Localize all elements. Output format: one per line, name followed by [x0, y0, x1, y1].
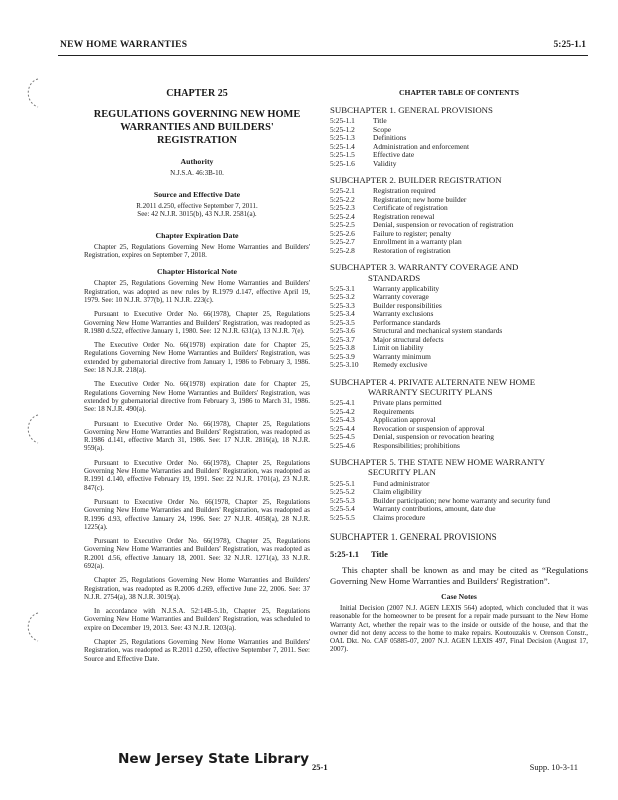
- toc-entry-title: Builder responsibilities: [373, 300, 442, 310]
- toc-subchapter: [330, 457, 588, 522]
- toc-entry-number: 5:25-5.1: [330, 478, 355, 488]
- history-note: The Executive Order No. 66(1978) expiration date for Chapter 25, Regulations Governing New Home Warranties and Builders' Registration, was extended by gubernatorial directive from January 1, 1986 to February 3, 1986. See: 18 N.J.R. 218(a).: [84, 341, 310, 375]
- toc-entry-number: 5:25-4.3: [330, 415, 355, 425]
- toc-entry[interactable]: [330, 408, 588, 417]
- toc-entry-number: 5:25-2.2: [330, 194, 355, 204]
- toc-entry-title: Major structural defects: [373, 334, 444, 344]
- toc-subchapter-heading-line: SECURITY PLAN: [368, 467, 436, 478]
- section-number: 5:25-1.1: [330, 549, 360, 560]
- toc-subchapter-heading: [330, 377, 588, 397]
- toc-entry-title: Warranty coverage: [373, 292, 429, 302]
- toc-entry-number: 5:25-1.2: [330, 124, 355, 134]
- toc-entry-number: 5:25-1.1: [330, 116, 355, 126]
- expiration-heading: Chapter Expiration Date: [155, 230, 239, 240]
- toc-entry[interactable]: [330, 293, 588, 302]
- case-notes-text: Initial Decision (2007 N.J. AGEN LEXIS 564) adopted, which concluded that it was reasonable for the homeowner to be present for a repair made pursuant to the New Home Warranty Act, whether the repair was to the inside or outside of the house, and that the owner did not deny access to the home to make repairs. Koutouzakis v. Orenson Constr., OAL Dkt. No. CAF 05885-07, 2007 N.J. AGEN LEXIS 497, Final Decision (August 17, 2007).: [330, 603, 588, 654]
- toc-entry-title: Warranty minimum: [373, 351, 431, 361]
- subchapter-heading: SUBCHAPTER 1. GENERAL PROVISIONS: [330, 532, 497, 543]
- toc-entry-number: 5:25-1.3: [330, 133, 355, 143]
- toc-entry-title: Warranty contributions, amount, date due: [373, 504, 496, 514]
- section-text: This chapter shall be known as and may be cited as “Regulations Governing New Home Warranties and Builders' Registration”.: [330, 565, 588, 586]
- toc-entry-number: 5:25-1.6: [330, 158, 355, 168]
- toc-entry[interactable]: [330, 310, 588, 319]
- case-notes-heading: Case Notes: [441, 591, 477, 601]
- toc-entry-number: 5:25-3.6: [330, 326, 355, 336]
- toc-entry-title: Limit on liability: [373, 343, 424, 353]
- history-note: Pursuant to Executive Order No. 66(1978, Chapter 25, Regulations Governing New Home Warranties and Builders' Registration, was readopted as R.1996 d.93, effective January 24, 1996. See: 27 N.J.R. 4058(a), 28 N.J.R. 1225(a).: [84, 497, 310, 531]
- running-header-section: 5:25-1.1: [553, 40, 586, 50]
- punch-hole-mark-bottom: [20, 610, 48, 644]
- toc-entry-title: Claims procedure: [373, 512, 426, 522]
- chapter-title: REGULATIONS GOVERNING NEW HOME WARRANTIES AND BUILDERS' REGISTRATION: [93, 109, 301, 146]
- toc-entry-number: 5:25-3.9: [330, 351, 355, 361]
- toc-entry-title: Denial, suspension or revocation of registration: [373, 220, 514, 230]
- toc-entry-title: Warranty exclusions: [373, 309, 434, 319]
- history-note: In accordance with N.J.S.A. 52:14B-5.1b, Chapter 25, Regulations Governing New Home Warranties and Builders' Registration, was scheduled to expire on December 19, 2013. See: 43 N.J.R. 1203(a).: [84, 607, 310, 632]
- toc-subchapter: [330, 105, 588, 168]
- history-note: Chapter 25, Regulations Governing New Home Warranties and Builders' Registration, was readopted as R.2006 d.269, effective June 22, 2006. See: 37 N.J.R. 2754(a), 38 N.J.R. 3019(a).: [84, 576, 310, 601]
- toc-entry-number: 5:25-3.8: [330, 343, 355, 353]
- history-note: Chapter 25, Regulations Governing New Home Warranties and Builders' Registration, was adopted as new rules by R.1979 d.147, effective April 19, 1979. See: 10 N.J.R. 377(b), 11 N.J.R. 223(c).: [84, 279, 310, 304]
- toc-entry-number: 5:25-3.5: [330, 317, 355, 327]
- toc-subchapter-heading-line: WARRANTY SECURITY PLANS: [368, 387, 493, 398]
- toc-entry-number: 5:25-4.1: [330, 398, 355, 408]
- punch-hole-mark-top: [20, 76, 48, 110]
- toc-entry[interactable]: [330, 327, 588, 336]
- source-heading: Source and Effective Date: [153, 189, 241, 199]
- page-number: 25-1: [312, 762, 328, 772]
- history-notes: [84, 279, 310, 663]
- toc-entry-title: Administration and enforcement: [373, 141, 470, 151]
- toc-subchapter-heading: [330, 105, 588, 115]
- toc-entry-number: 5:25-3.3: [330, 300, 355, 310]
- toc-entry-title: Definitions: [373, 133, 407, 143]
- section-title: [330, 549, 588, 559]
- toc-entry-number: 5:25-4.6: [330, 440, 355, 450]
- toc-entry[interactable]: [330, 196, 588, 205]
- toc-entry-title: Private plans permitted: [373, 398, 442, 408]
- authority-heading: Authority: [180, 157, 214, 166]
- toc-entry-number: 5:25-3.10: [330, 360, 359, 370]
- running-header-title: NEW HOME WARRANTIES: [60, 40, 188, 50]
- toc-entry[interactable]: [330, 151, 588, 160]
- toc-entry-title: Effective date: [373, 150, 415, 160]
- toc-entry-number: 5:25-4.5: [330, 432, 355, 442]
- toc-entry-title: Enrollment in a warranty plan: [373, 237, 462, 247]
- toc-entry[interactable]: [330, 204, 588, 213]
- toc-entry-title: Application approval: [373, 415, 436, 425]
- source-text-2: See: 42 N.J.R. 3015(b), 43 N.J.R. 2581(a).: [137, 210, 257, 219]
- toc-entry[interactable]: [330, 353, 588, 362]
- toc-entry-number: 5:25-5.2: [330, 487, 355, 497]
- toc-entry-number: 5:25-3.1: [330, 283, 355, 293]
- toc-entry-title: Performance standards: [373, 317, 441, 327]
- toc-entry[interactable]: [330, 126, 588, 135]
- toc-entry[interactable]: [330, 117, 588, 126]
- toc-entry[interactable]: [330, 399, 588, 408]
- toc-entry[interactable]: [330, 514, 588, 523]
- toc-entry[interactable]: [330, 247, 588, 256]
- toc-entry-title: Fund administrator: [373, 478, 430, 488]
- toc-entry-number: 5:25-1.5: [330, 150, 355, 160]
- toc-entry-number: 5:25-3.2: [330, 292, 355, 302]
- toc-entry-title: Registration; new home builder: [373, 194, 467, 204]
- toc-entry-title: Remedy exclusive: [373, 360, 428, 370]
- toc-subchapter-heading: [330, 175, 588, 185]
- toc-entry-number: 5:25-4.2: [330, 406, 355, 416]
- toc-title: CHAPTER TABLE OF CONTENTS: [399, 88, 519, 97]
- toc-entry-title: Claim eligibility: [373, 487, 422, 497]
- toc-subchapter-heading: [330, 262, 588, 282]
- toc-entry-title: Warranty applicability: [373, 283, 440, 293]
- toc-entry[interactable]: [330, 285, 588, 294]
- history-heading: Chapter Historical Note: [157, 267, 237, 277]
- left-column: [84, 88, 310, 669]
- toc-subchapter: [330, 377, 588, 450]
- section-name: Title: [371, 549, 388, 560]
- toc-entry-title: Structural and mechanical system standards: [373, 326, 503, 336]
- toc-entry-title: Registration renewal: [373, 211, 435, 221]
- toc-entry-number: 5:25-2.5: [330, 220, 355, 230]
- toc-entry[interactable]: [330, 361, 588, 370]
- toc-entry-title: Scope: [373, 124, 392, 134]
- toc-entry-title: Restoration of registration: [373, 245, 451, 255]
- punch-hole-mark-middle: [20, 412, 48, 446]
- toc-subchapter-heading-line: SUBCHAPTER 1. GENERAL PROVISIONS: [330, 105, 493, 115]
- header-rule: [58, 55, 588, 56]
- toc-entry[interactable]: [330, 238, 588, 247]
- right-column: [330, 88, 588, 654]
- toc-entry-title: Revocation or suspension of approval: [373, 423, 485, 433]
- toc-entry-number: 5:25-2.8: [330, 245, 355, 255]
- toc-subchapter: [330, 262, 588, 369]
- history-note: Chapter 25, Regulations Governing New Home Warranties and Builders' Registration, was readopted as R.2011 d.250, effective September 7, 2011. See: Source and Effective Date.: [84, 638, 310, 663]
- toc-entry[interactable]: [330, 336, 588, 345]
- expiration-text: Chapter 25, Regulations Governing New Home Warranties and Builders' Registration, expires on September 7, 2018.: [84, 242, 310, 260]
- toc-entry[interactable]: [330, 302, 588, 311]
- toc-entry-number: 5:25-2.4: [330, 211, 355, 221]
- toc-entry-number: 5:25-1.4: [330, 141, 355, 151]
- toc-entry-number: 5:25-2.6: [330, 228, 355, 238]
- toc-entry-number: 5:25-4.4: [330, 423, 355, 433]
- history-note: The Executive Order No. 66(1978) expiration date for Chapter 25, Regulations Governing New Home Warranties and Builders' Registration, was extended by gubernatorial directive from February 3, 1986 to March 31, 1986. See: 18 N.J.R. 490(a).: [84, 380, 310, 414]
- toc-subchapter-heading: [330, 457, 588, 477]
- table-of-contents: [330, 105, 588, 522]
- library-watermark: New Jersey State Library: [118, 752, 309, 767]
- toc-subchapter-heading-line: STANDARDS: [368, 272, 421, 283]
- toc-entry[interactable]: [330, 480, 588, 489]
- history-note: Pursuant to Executive Order No. 66(1978), Chapter 25, Regulations Governing New Home Warranties and Builders' Registration, was readopted as R.2001 d.56, effective January 18, 2001. See: 32 N.J.R. 1271(a), 33 N.J.R. 692(a).: [84, 537, 310, 570]
- source-text-1: R.2011 d.250, effective September 7, 2011.: [136, 201, 258, 210]
- toc-subchapter-heading-line: SUBCHAPTER 2. BUILDER REGISTRATION: [330, 175, 502, 186]
- toc-subchapter-heading-line: SUBCHAPTER 4. PRIVATE ALTERNATE NEW HOME: [330, 376, 536, 387]
- toc-entry[interactable]: [330, 344, 588, 353]
- chapter-number: CHAPTER 25: [166, 88, 228, 99]
- toc-entry[interactable]: [330, 442, 588, 451]
- toc-entry-number: 5:25-3.7: [330, 334, 355, 344]
- toc-entry-number: 5:25-5.3: [330, 495, 355, 505]
- history-note: Pursuant to Executive Order No. 66(1978), Chapter 25, Regulations Governing New Home Warranties and Builders' Registration, was readopted as R.1991 d.140, effective February 19, 1991. See: 22 N.J.R. 1701(a), 23 N.J.R. 847(c).: [84, 458, 310, 492]
- supplement-date: Supp. 10-3-11: [529, 762, 578, 772]
- toc-entry-title: Validity: [373, 158, 397, 168]
- toc-entry-title: Builder participation; new home warranty and security fund: [373, 495, 551, 505]
- toc-subchapter: [330, 175, 588, 255]
- toc-entry-number: 5:25-2.1: [330, 186, 355, 196]
- toc-subchapter-heading-line: SUBCHAPTER 5. THE STATE NEW HOME WARRANTY: [330, 457, 546, 468]
- toc-entry-title: Certificate of registration: [373, 203, 448, 213]
- toc-entry[interactable]: [330, 143, 588, 152]
- toc-entry-title: Denial, suspension or revocation hearing: [373, 432, 494, 442]
- authority-text: N.J.S.A. 46:3B-10.: [170, 169, 224, 177]
- toc-entry-title: Requirements: [373, 406, 415, 416]
- history-note: Pursuant to Executive Order No. 66(1978), Chapter 25, Regulations Governing New Home Warranties and Builders' Registration, was readopted as R.1986 d.141, effective March 31, 1986. See: 17 N.J.R. 2816(a), 18 N.J.R. 959(a).: [84, 419, 310, 453]
- toc-entry[interactable]: [330, 505, 588, 514]
- toc-entry-title: Title: [373, 116, 387, 126]
- history-note: Pursuant to Executive Order No. 66(1978), Chapter 25, Regulations Governing New Home Warranties and Builders' Registration, was readopted as R.1980 d.522, effective January 1, 1980. See: 12 N.J.R. 631(a), 13 N.J.R. 7(e).: [84, 310, 310, 335]
- toc-entry-title: Failure to register; penalty: [373, 228, 452, 238]
- toc-entry-title: Responsibilities; prohibitions: [373, 440, 460, 450]
- toc-entry-number: 5:25-3.4: [330, 309, 355, 319]
- toc-entry-number: 5:25-2.3: [330, 203, 355, 213]
- toc-entry-title: Registration required: [373, 186, 436, 196]
- toc-entry-number: 5:25-2.7: [330, 237, 355, 247]
- toc-entry[interactable]: [330, 221, 588, 230]
- toc-subchapter-heading-line: SUBCHAPTER 3. WARRANTY COVERAGE AND: [330, 262, 519, 273]
- toc-entry-number: 5:25-5.4: [330, 504, 355, 514]
- toc-entry[interactable]: [330, 160, 588, 169]
- toc-entry-number: 5:25-5.5: [330, 512, 355, 522]
